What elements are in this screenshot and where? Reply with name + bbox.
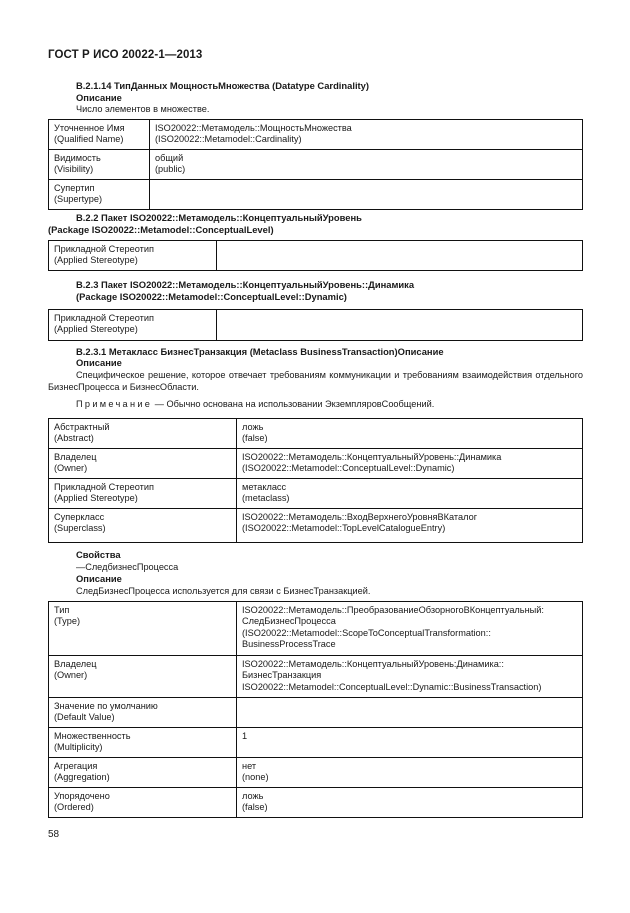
section-heading-b23-en: (Package ISO20022::Metamodel::ConceptualLevel::Dynamic) bbox=[76, 291, 347, 302]
page-number: 58 bbox=[48, 829, 60, 840]
table-row bbox=[49, 310, 583, 341]
property-value bbox=[237, 698, 583, 728]
table-row bbox=[49, 120, 583, 150]
property-value bbox=[217, 241, 583, 271]
description-label: Описание bbox=[76, 357, 122, 368]
description-text: СледБизнесПроцесса используется для связи с БизнесТранзакцией. bbox=[76, 586, 371, 596]
cardinality-table bbox=[48, 119, 583, 210]
property-value: общий (public) bbox=[150, 150, 583, 180]
table-row bbox=[49, 241, 583, 271]
property-key: Прикладной Стереотип (Applied Stereotype) bbox=[49, 479, 237, 509]
property-key: Прикладной Стереотип (Applied Stereotype) bbox=[49, 241, 217, 271]
property-value: 1 bbox=[237, 728, 583, 758]
section-heading-b22-en: (Package ISO20022::Metamodel::ConceptualLevel) bbox=[48, 224, 274, 235]
property-key: Прикладной Стереотип (Applied Stereotype) bbox=[49, 310, 217, 341]
section-heading-b2114: В.2.1.14 ТипДанных МощностьМножества (Datatype Cardinality) bbox=[76, 80, 370, 91]
property-value: ISO20022::Метамодель::КонцептуальныйУровень::Динамика (ISO20022::Metamodel::ConceptualLevel::Dynamic) bbox=[237, 449, 583, 479]
property-value: ISO20022::Метамодель::ВходВерхнегоУровняВКаталог (ISO20022::Metamodel::TopLevelCatalogueEntry) bbox=[237, 509, 583, 543]
table-row bbox=[49, 656, 583, 698]
table-row bbox=[49, 728, 583, 758]
document-header: ГОСТ Р ИСО 20022-1—2013 bbox=[48, 49, 203, 61]
property-value: ISO20022::Метамодель::ПреобразованиеОбзорногоВКонцептуальный: СледБизнесПроцесса (ISO20022::Metamodel::ScopeToConceptualTransformation:: BusinessProcessTrace bbox=[237, 602, 583, 656]
property-key: Владелец (Owner) bbox=[49, 656, 237, 698]
table-row bbox=[49, 150, 583, 180]
property-key: Тип (Type) bbox=[49, 602, 237, 656]
property-key: Суперкласс (Superclass) bbox=[49, 509, 237, 543]
table-row bbox=[49, 509, 583, 543]
description-text: Специфическое решение, которое отвечает требованиям коммуникации и требованиям взаимодействия отдельного БизнесПроцесса и БизнесОбласти. bbox=[48, 370, 583, 392]
description-text: Число элементов в множестве. bbox=[76, 104, 210, 114]
table-row bbox=[49, 698, 583, 728]
table-row bbox=[49, 788, 583, 818]
property-key: Уточненное Имя (Qualified Name) bbox=[49, 120, 150, 150]
property-value: метакласс (metaclass) bbox=[237, 479, 583, 509]
table-row bbox=[49, 479, 583, 509]
note bbox=[76, 398, 434, 410]
property-key: Упорядочено (Ordered) bbox=[49, 788, 237, 818]
property-value: ISO20022::Метамодель::МощностьМножества (ISO20022::Metamodel::Cardinality) bbox=[150, 120, 583, 150]
property-key: Множественность (Multiplicity) bbox=[49, 728, 237, 758]
table-row bbox=[49, 419, 583, 449]
table-row bbox=[49, 449, 583, 479]
property-value: ложь (false) bbox=[237, 788, 583, 818]
business-transaction-table bbox=[48, 418, 583, 543]
property-key: Видимость (Visibility) bbox=[49, 150, 150, 180]
property-key: Агрегация (Aggregation) bbox=[49, 758, 237, 788]
table-row bbox=[49, 180, 583, 210]
description-label: Описание bbox=[76, 92, 122, 103]
section-heading-b22: В.2.2 Пакет ISO20022::Метамодель::КонцептуальныйУровень bbox=[76, 212, 362, 223]
table-row bbox=[49, 758, 583, 788]
section-heading-b231: В.2.3.1 Метакласс БизнесТранзакция (Metaclass BusinessTransaction)Описание bbox=[76, 346, 444, 357]
property-value: ложь (false) bbox=[237, 419, 583, 449]
dynamic-table bbox=[48, 309, 583, 341]
property-value: нет (none) bbox=[237, 758, 583, 788]
properties-label: Свойства bbox=[76, 549, 121, 560]
property-key: Абстрактный (Abstract) bbox=[49, 419, 237, 449]
property-value bbox=[150, 180, 583, 210]
property-key: Значение по умолчанию (Default Value) bbox=[49, 698, 237, 728]
table-row bbox=[49, 602, 583, 656]
section-heading-b23: В.2.3 Пакет ISO20022::Метамодель::КонцептуальныйУровень::Динамика bbox=[76, 279, 415, 290]
business-process-trace-table bbox=[48, 601, 583, 818]
note-label: Примечание bbox=[76, 399, 153, 409]
property-name: —СледбизнесПроцесса bbox=[76, 562, 179, 572]
property-key: Супертип (Supertype) bbox=[49, 180, 150, 210]
property-key: Владелец (Owner) bbox=[49, 449, 237, 479]
property-value bbox=[217, 310, 583, 341]
description-label: Описание bbox=[76, 573, 122, 584]
conceptual-level-table bbox=[48, 240, 583, 271]
note-text: — Обычно основана на использовании ЭкземпляровСообщений. bbox=[152, 399, 435, 409]
property-value: ISO20022::Метамодель::КонцептуальныйУровень:Динамика:: БизнесТранзакция ISO20022::Metamodel::ConceptualLevel::Dynamic::BusinessTransaction) bbox=[237, 656, 583, 698]
